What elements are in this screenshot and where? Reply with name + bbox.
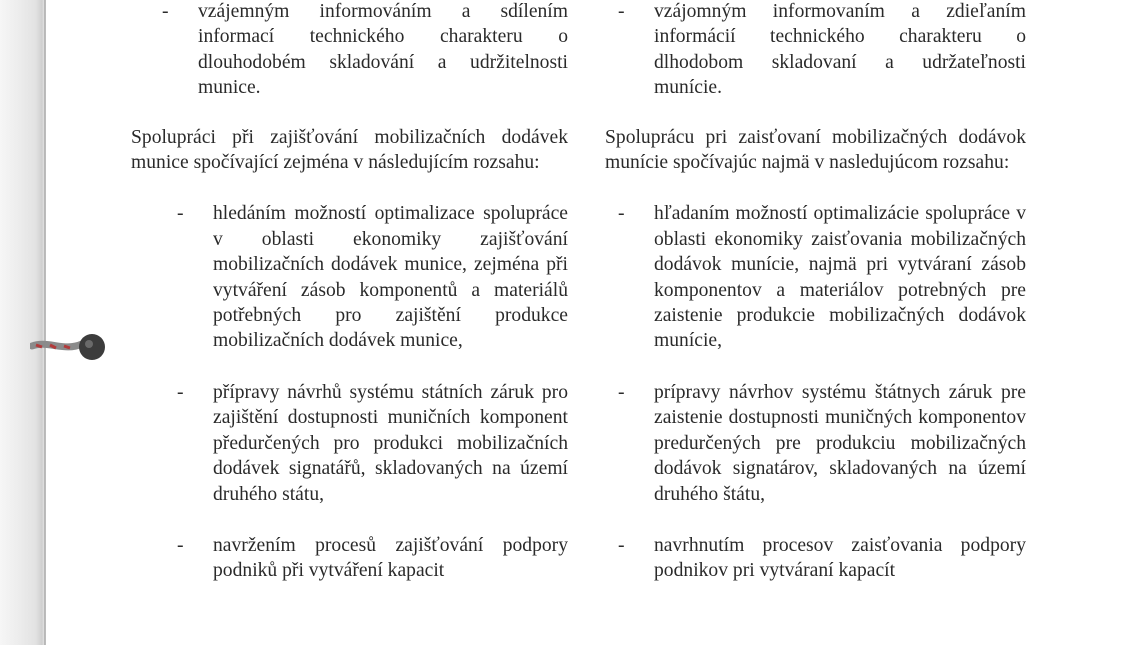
binding-cord: [30, 332, 108, 366]
cz-item-text: navržením procesů zajišťování podpory podniků při vytváření kapacit: [213, 534, 568, 582]
sk-item-text: vzájomným informovaním a zdieľaním informácií technického charakteru o dlhodobom skladovaní a udržateľnosti munície.: [654, 1, 1026, 99]
sk-item-text: prípravy návrhov systému štátnych záruk pre zaistenie dostupnosti muničných komponentov predurčených pre produkciu mobilizačných dodávok signatárov, skladovaných na území druhého štátu,: [654, 381, 1026, 505]
cz-list-item-information-sharing: [162, 0, 568, 101]
sk-item-text: hľadaním možností optimalizácie spolupráce v oblasti ekonomiky zaisťovania mobilizačných dodávok munície, najmä pri vytváraní zásob komponentov a materiálov potrebných pre zaistenie produkcie mobilizačných dodávok munície,: [654, 203, 1026, 352]
cz-list-item: [177, 380, 568, 507]
bullet-dash: -: [177, 534, 184, 556]
cz-item-text: hledáním možností optimalizace spolupráce v oblasti ekonomiky zajišťování mobilizačních dodávek munice, zejména při vytváření zásob komponentů a materiálů potřebných pro zajištění produkce mobilizačních dodávek munice,: [213, 203, 568, 352]
slovak-column: [605, 0, 1026, 584]
czech-column: [131, 0, 568, 584]
cz-item-text: přípravy návrhů systému státních záruk pro zajištění dostupnosti muničních komponent předurčených pro produkci mobilizačních dodávek signatářů, skladovaných na území druhého státu,: [213, 381, 568, 505]
bullet-dash: -: [162, 1, 169, 22]
sk-intro-paragraph: Spoluprácu pri zaisťovaní mobilizačných dodávok munície spočívajúc najmä v nasledujúcom rozsahu:: [605, 126, 1026, 174]
cz-intro-paragraph: Spolupráci při zajišťování mobilizačních dodávek munice spočívající zejména v následujícím rozsahu:: [131, 126, 568, 174]
bullet-dash: -: [618, 203, 625, 225]
sk-list-item-information-sharing: [618, 0, 1026, 101]
sk-list-item: [618, 380, 1026, 507]
bullet-dash: -: [618, 1, 625, 22]
cz-list-item: [177, 201, 568, 353]
bullet-dash: -: [618, 534, 625, 556]
sk-item-text: navrhnutím procesov zaisťovania podpory podnikov pri vytváraní kapacít: [654, 534, 1026, 582]
scan-binding-edge: [0, 0, 46, 645]
bullet-dash: -: [177, 203, 184, 225]
sk-list-item: [618, 201, 1026, 353]
sk-list-item: [618, 533, 1026, 584]
bullet-dash: -: [177, 381, 184, 403]
cz-list-item: [177, 533, 568, 584]
bullet-dash: -: [618, 381, 625, 403]
cz-item-text: vzájemným informováním a sdílením informací technického charakteru o dlouhodobém skladování a udržitelnosti munice.: [198, 1, 568, 99]
